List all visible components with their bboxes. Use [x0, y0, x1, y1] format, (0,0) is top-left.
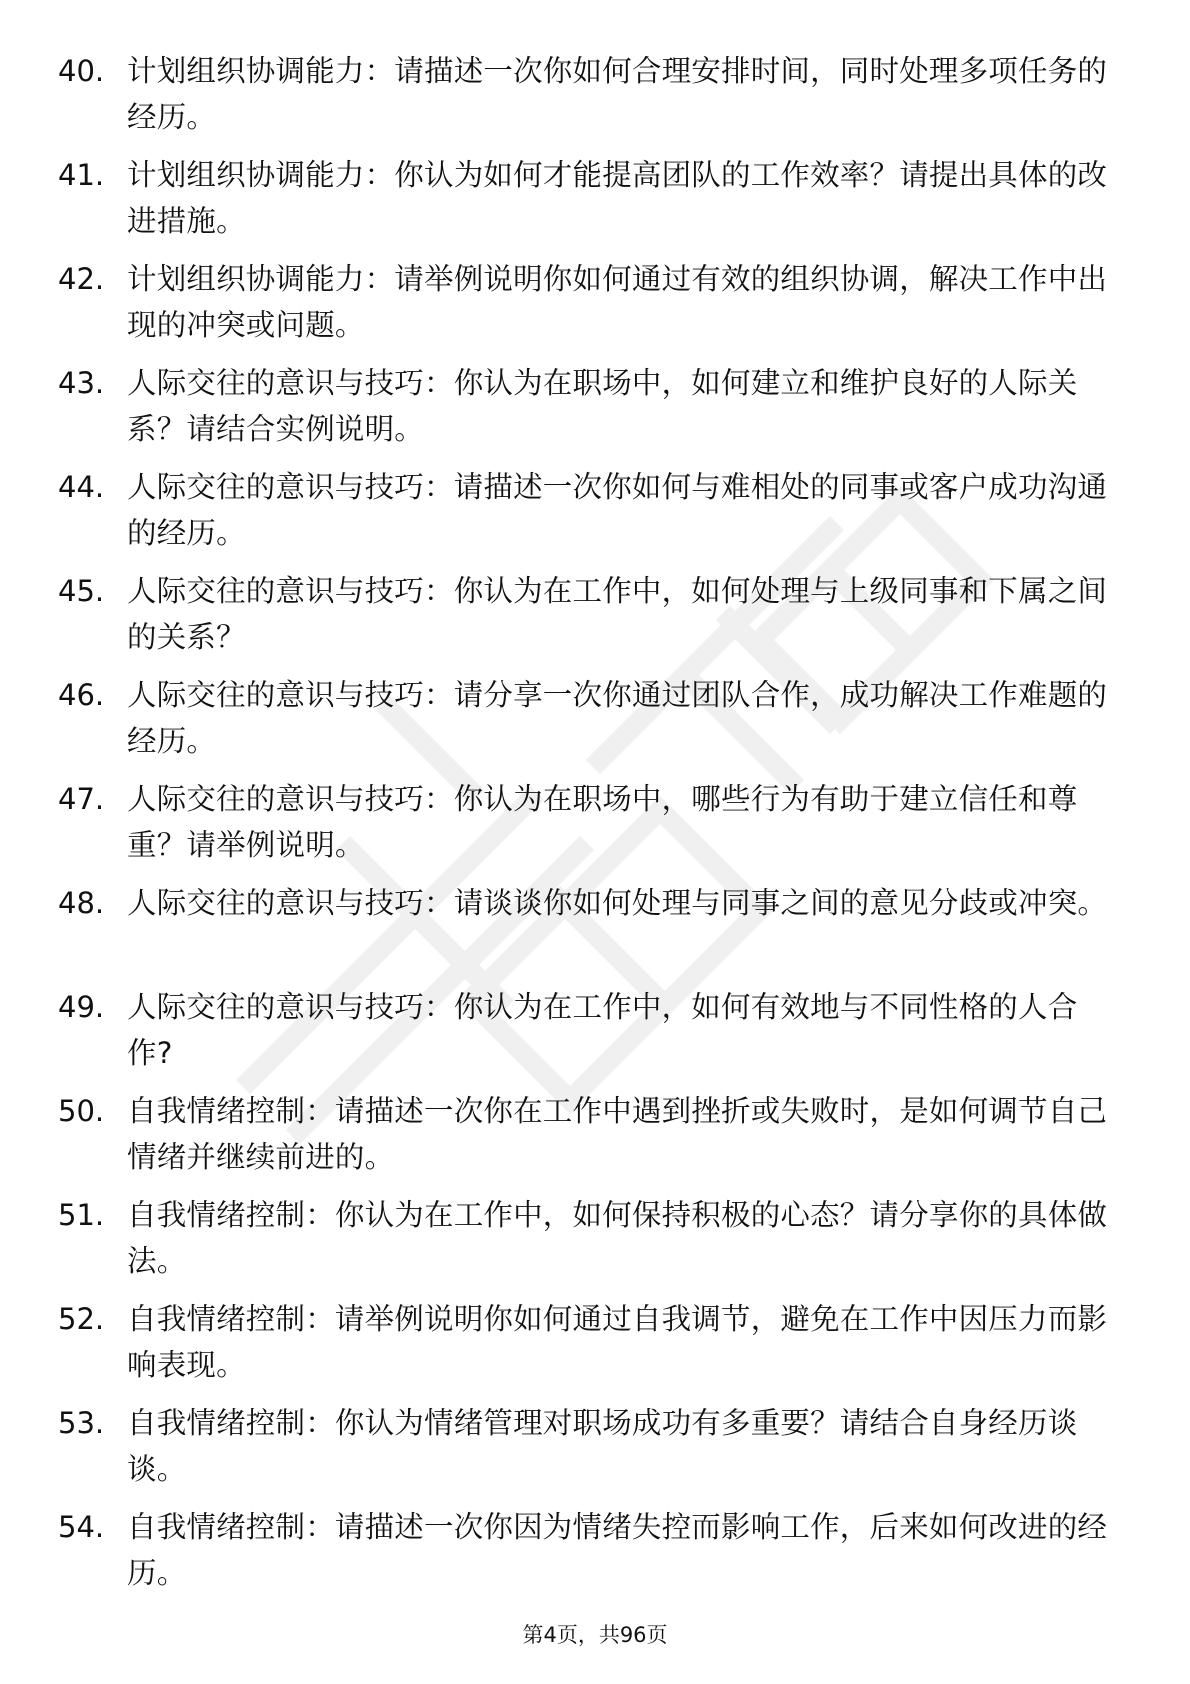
list-item: [0, 256, 1190, 360]
list-item: [0, 880, 1190, 984]
question-number: 52.: [58, 1302, 105, 1336]
question-text: 自我情绪控制：你认为在工作中，如何保持积极的心态？请分享你的具体做法。: [127, 1198, 1108, 1278]
question-text: 人际交往的意识与技巧：你认为在职场中，哪些行为有助于建立信任和尊重？请举例说明。: [127, 782, 1078, 862]
question-number: 53.: [58, 1406, 105, 1440]
question-list: [0, 48, 1190, 1608]
list-item: [0, 1296, 1190, 1400]
list-item: [0, 1504, 1190, 1608]
question-text: 自我情绪控制：你认为情绪管理对职场成功有多重要？请结合自身经历谈谈。: [127, 1406, 1078, 1486]
question-text: 人际交往的意识与技巧：你认为在职场中，如何建立和维护良好的人际关系？请结合实例说明。: [127, 366, 1078, 446]
question-text: 人际交往的意识与技巧：请分享一次你通过团队合作，成功解决工作难题的经历。: [127, 678, 1108, 758]
list-item: [0, 568, 1190, 672]
question-number: 54.: [58, 1510, 105, 1544]
question-number: 51.: [58, 1198, 105, 1232]
list-item: [0, 1192, 1190, 1296]
question-text: 自我情绪控制：请描述一次你因为情绪失控而影响工作，后来如何改进的经历。: [127, 1510, 1108, 1590]
list-item: [0, 464, 1190, 568]
question-number: 46.: [58, 678, 105, 712]
question-text: 计划组织协调能力：请举例说明你如何通过有效的组织协调，解决工作中出现的冲突或问题。: [127, 262, 1108, 342]
question-text: 人际交往的意识与技巧：请描述一次你如何与难相处的同事或客户成功沟通的经历。: [127, 470, 1108, 550]
question-number: 42.: [58, 262, 105, 296]
list-item: [0, 672, 1190, 776]
list-item: [0, 776, 1190, 880]
question-number: 49.: [58, 990, 105, 1024]
question-number: 48.: [58, 886, 105, 920]
question-number: 47.: [58, 782, 105, 816]
list-item: [0, 1400, 1190, 1504]
question-number: 43.: [58, 366, 105, 400]
list-item: [0, 1088, 1190, 1192]
question-text: 计划组织协调能力：你认为如何才能提高团队的工作效率？请提出具体的改进措施。: [127, 158, 1108, 238]
question-number: 50.: [58, 1094, 105, 1128]
question-text: 人际交往的意识与技巧：你认为在工作中，如何有效地与不同性格的人合作?: [127, 990, 1078, 1070]
question-text: 自我情绪控制：请举例说明你如何通过自我调节，避免在工作中因压力而影响表现。: [127, 1302, 1108, 1382]
question-text: 人际交往的意识与技巧：你认为在工作中，如何处理与上级同事和下属之间的关系？: [127, 574, 1108, 654]
question-number: 44.: [58, 470, 105, 504]
question-text: 人际交往的意识与技巧：请谈谈你如何处理与同事之间的意见分歧或冲突。: [127, 886, 1108, 920]
page-footer: 第4页，共96页: [522, 1623, 668, 1647]
question-text: 自我情绪控制：请描述一次你在工作中遇到挫折或失败时，是如何调节自己情绪并继续前进的。: [127, 1094, 1108, 1174]
list-item: [0, 48, 1190, 152]
question-text: 计划组织协调能力：请描述一次你如何合理安排时间，同时处理多项任务的经历。: [127, 54, 1108, 134]
question-number: 45.: [58, 574, 105, 608]
list-item: [0, 984, 1190, 1088]
list-item: [0, 152, 1190, 256]
question-number: 41.: [58, 158, 105, 192]
list-item: [0, 360, 1190, 464]
question-number: 40.: [58, 54, 105, 88]
